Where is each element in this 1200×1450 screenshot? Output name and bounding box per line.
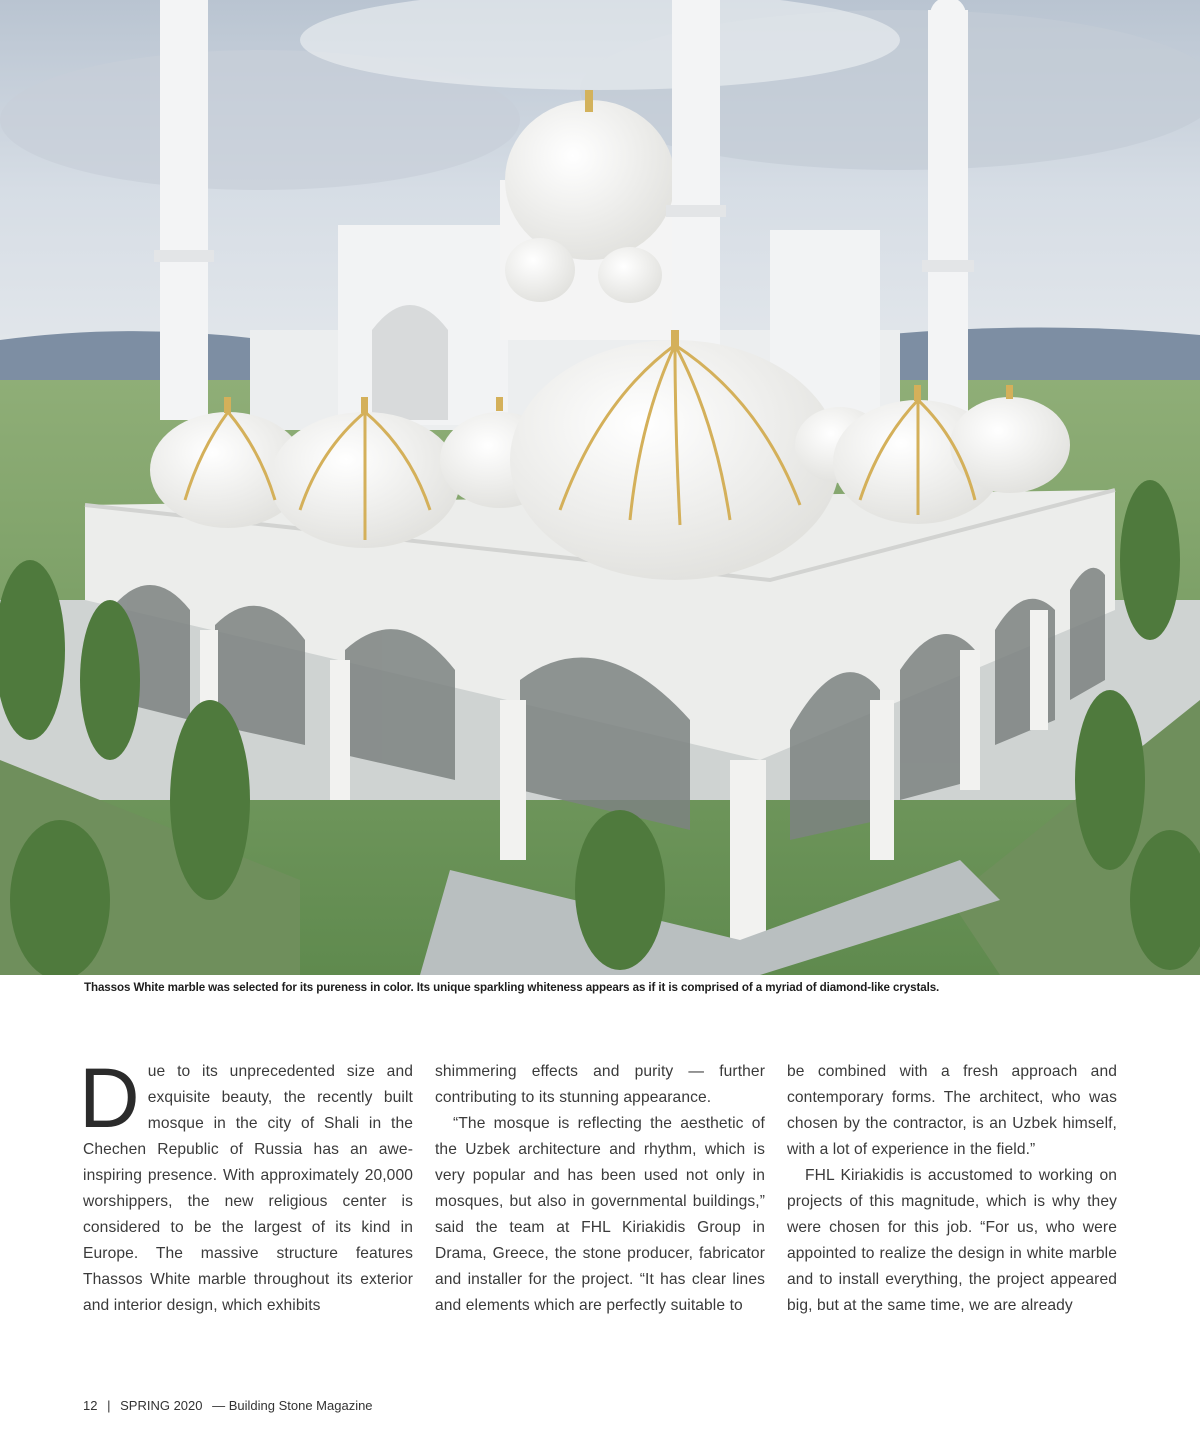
article-column-2 xyxy=(435,1059,765,1349)
page-footer xyxy=(83,1398,379,1413)
paragraph: FHL Kiriakidis is accustomed to working on projects of this magnitude, which is why they were chosen for this job. “For us, who were appointed to realize the design in white marble and to install everything, the project appeared big, but at the same time, we are already xyxy=(787,1167,1117,1314)
footer-separator: | xyxy=(107,1398,111,1413)
article-body xyxy=(79,1051,1118,1349)
photo-caption: Thassos White marble was selected for its pureness in color. Its unique sparkling whiteness appears as if it is comprised of a myriad of diamond-like crystals. xyxy=(84,981,940,994)
article-column-3 xyxy=(787,1059,1117,1349)
paragraph: be combined with a fresh approach and contemporary forms. The architect, who was chosen by the contractor, is an Uzbek himself, with a lot of experience in the field.” xyxy=(787,1063,1117,1158)
paragraph: shimmering effects and purity — further contributing to its stunning appearance. xyxy=(435,1063,765,1106)
dropcap: D xyxy=(79,1051,140,1145)
article-column-1 xyxy=(79,1051,413,1349)
issue-label: SPRING 2020 xyxy=(120,1398,203,1413)
paragraph-text: ue to its unprecedented size and exquisite beauty, the recently built mosque in the city of Shali in the Chechen Republic of Russia has an awe-inspiring presence. With approximately 20,000 worshippers, the new religious center is considered to be the largest of its kind in Europe. The massive structure features Thassos White marble throughout its exterior and interior design, which exhibits xyxy=(83,1063,413,1314)
page-number: 12 xyxy=(83,1398,98,1413)
paragraph xyxy=(79,1051,413,1319)
publication-name: — Building Stone Magazine xyxy=(212,1398,373,1413)
paragraph: “The mosque is reflecting the aesthetic of the Uzbek architecture and rhythm, which is very popular and has been used not only in mosques, but also in governmental buildings,” said the team at FHL Kiriakidis Group in Drama, Greece, the stone producer, fabricator and installer for the project. “It has clear lines and elements which are perfectly suitable to xyxy=(435,1115,765,1314)
